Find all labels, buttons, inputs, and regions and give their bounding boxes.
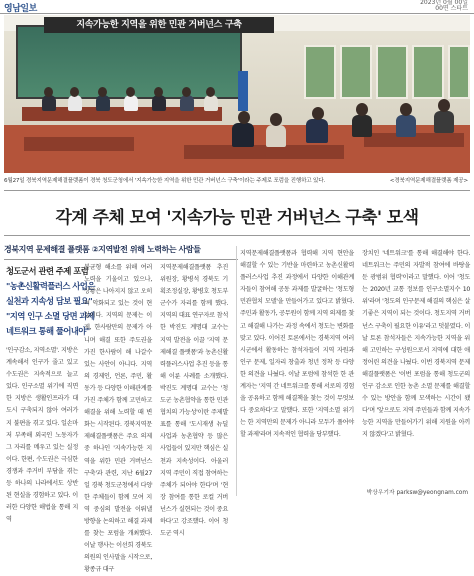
- audience-table: [24, 137, 134, 151]
- panelist-head: [154, 87, 163, 97]
- audience-member: [266, 125, 286, 147]
- dateline-date: 2023년 0월 00일: [420, 0, 468, 6]
- photo-window: [412, 45, 444, 99]
- audience-member: [306, 119, 328, 143]
- article-column: [362, 248, 470, 484]
- audience-table: [184, 145, 344, 159]
- panelist-head: [182, 87, 191, 97]
- audience-head: [400, 103, 412, 116]
- photo-window: [304, 45, 336, 99]
- divider: [4, 259, 238, 260]
- photo-caption-text: 6월27일 경북지역문제해결플랫폼이 경북 청도군청에서 '지속가능한 지역을 위한 민관 거버넌스 구축'이라는 주제로 포럼을 진행하고 있다.: [4, 178, 326, 184]
- panelist: [68, 95, 82, 111]
- divider: [4, 235, 470, 236]
- forum-photo: [4, 15, 470, 173]
- byline: 박상우기자 parksw@yeongnam.com: [366, 490, 468, 496]
- flag: [238, 71, 248, 111]
- panelist-head: [98, 87, 107, 97]
- audience-head: [238, 111, 250, 124]
- photo-window: [448, 45, 470, 99]
- panelist: [180, 95, 194, 111]
- audience-member: [434, 111, 454, 133]
- newspaper-brand: 영남일보: [4, 4, 37, 14]
- series-label: 경북지역 문제해결 플랫폼 ②지역발전 위해 노력하는 사람들: [4, 245, 201, 254]
- panelist: [96, 95, 110, 111]
- audience-head: [312, 107, 324, 120]
- masthead: [0, 0, 474, 14]
- subhead-line: "농촌신활력플러스 사업은: [6, 281, 95, 291]
- column-divider: [236, 246, 237, 496]
- dateline: [420, 0, 468, 12]
- article-text: '인구감소, 지역소멸'. 지방은 계속해서 인구가 줄고 있고 수도권은 지속적으로 늘고 있다. 인구소멸 위기에 직면한 지방은 생활인프라가 대도시 구축되지 않아 여러가지 불편을 겪고 있다. 일손마저 부족해 외국인 노동자가 그 자리를 메우고 있는 실정이다. 한편, 수도권은 극심한 경쟁과 주거비 부담을 겪는 등 하나의 나라에서도 상반된 현실을 경험하고 있다. 이러한 다양한 해법을 통해 지역: [6, 347, 78, 524]
- article-column: [84, 262, 152, 574]
- photo-credit: <경북지역문제해결플랫폼 제공>: [387, 176, 468, 184]
- article-column: [160, 262, 228, 538]
- article-column: [6, 345, 78, 524]
- audience-member: [232, 123, 254, 147]
- panelist: [42, 95, 56, 111]
- divider: [4, 190, 470, 191]
- series-bar: [4, 243, 238, 257]
- photo-window: [340, 45, 372, 99]
- article-text: 장치인 '네트워크'를 통해 해결해야 한다. 네트워크는 주민의 자발적 참여에 바탕을 둔 광범위 협력'이라고 말했다. 이어 '청도는 2020년 교통 정보를 인구소멸지수 10위'라며 '청도의 인구문제 해결의 핵심은 살기좋은 지역이 되는 것이다. 청도지역 거버넌스 구축이 필요한 이유'라고 덧붙였다. 이날 토론 참석자들은 지속가능한 지역을 위해 고민하는 구성원으로서 지역에 대한 애정어린 의견을 나눴다. 이번 경북지역 문제해결플랫폼은 '이번 포럼을 통해 청도군의 인구 감소로 인한 농촌 소멸 문제를 해결할 수 있는 방안을 함께 모색하는 시간이 됐다'며 '앞으로도 지역 주민들과 함께 지속가능한 지역을 만들어가기 위해 지원을 아끼지 않겠다'고 밝혔다.: [362, 250, 470, 439]
- article-text: 지역문제해결플랫폼 추진위원장, 황병석 경북도 기획조정실장, 황병호 청도부군수가 자리를 함께 했다. 지역의 대표 연구자로 참석한 박진도 계명대 교수는 지역 발전을 이끌 '지역 문제해결 플랫폼'과 농촌신활력플러스사업 추진 등을 통해 이룬 사례를 소개했다. 박진도 계명대 교수는 '청도군 농촌협약을 통한 민관협치의 가능성'이란 주제발표를 통해 '도시재생 뉴딜사업과 농촌협약 등 많은 사업들이 있지만 핵심은 실천과 지속성이다. 아울러 지역 주민이 직접 참여하는 주체가 되어야 한다'며 '현장 참여를 통한 로컬 거버넌스가 실현되는 것이 중요하다'고 강조했다. 이어 청도군 역시: [160, 264, 228, 538]
- subhead-line: "지역 인구 소멸 당면 과제: [6, 311, 95, 321]
- audience-head: [270, 113, 282, 126]
- audience-member: [396, 115, 416, 137]
- audience-member: [352, 115, 372, 137]
- panelist-head: [126, 87, 135, 97]
- dateline-section: 00면 스타트: [435, 5, 468, 12]
- panelist: [124, 95, 138, 111]
- audience-head: [356, 103, 368, 116]
- subhead-line: 네트워크 통해 풀어내야": [6, 326, 90, 336]
- panelist: [204, 95, 218, 111]
- panelist-head: [44, 87, 53, 97]
- screen-title: 지속가능한 지역을 위한 민관 거버넌스 구축: [44, 17, 274, 33]
- photo-caption: [4, 176, 470, 186]
- panelist-head: [70, 87, 79, 97]
- audience-head: [438, 99, 450, 112]
- headline: 각계 주체 모여 '지속가능 민관 거버넌스 구축' 모색: [55, 208, 419, 228]
- photo-window: [376, 45, 408, 99]
- panelist: [152, 95, 166, 111]
- article-column: [240, 248, 354, 496]
- article-text: 지역문제해결플랫폼과 협력해 지역 현안을 해결할 수 있는 기반을 마련하고 농촌신활력플러스사업 추진 과정에서 다양한 이해관계자들이 참여해 공동 과제를 발굴하는 '청도형 민관협치 모델'을 만들어가고 있다고 밝혔다. 주민과 활동가, 공무원이 함께 지역 의제를 찾고 해결해 나가는 과정 속에서 청도는 변화를 맞고 있다. 이어진 토론에서는 경북지역 여러 시군에서 활동하는 참석자들이 지역 자원과 인구 문제, 일자리 창출과 청년 정착 등 다양한 의견을 나눴다. 이날 포럼에 참석한 한 관계자는 '지역 간 네트워크를 통해 서로의 경험을 공유하고 함께 해결책을 찾는 것이 무엇보다 중요하다'고 말했다. 또한 '지역소멸 위기는 한 지역만의 문제가 아니라 모두가 풀어야 할 과제'라며 지속적인 협력을 당부했다.: [240, 250, 354, 439]
- subhead-line: 청도군서 관련 주제 포럼: [6, 266, 89, 276]
- panelist-head: [206, 87, 215, 97]
- subhead-line: 실천과 지속성 담보 필요": [6, 296, 93, 306]
- article-text: 불균형 해소를 위해 여러 노력을 기울이고 있으나, 상황은 나아지지 않고 오히려 악화되고 있는 것이 현실이다. 지역의 문제는 이제, 한사람만의 문제가 아니며 해결 또한 주도권을 가진 한사람이 해 나갈수 있는 사안이 아니다. 지역의 경제인, 언론, 주민, 활동가 등 다양한 이해관계를 가진 주체가 함께 고민하고 해결을 위해 노력할 때 변화는 시작된다. 경북지역문제해결플랫폼은 주요 의제 중 하나인 '지속가능한 지역을 위한 민관 거버넌스 구축'과 관련, 지난 6월27일 경북 청도군청에서 다양한 주체들이 함께 모여 지역 중심의 발전을 이뤄낼 방향을 논의하고 해결 과제를 찾는 포럼을 개최했다. 이날 행사는 이선희 경북도의원의 인사말을 시작으로, 황종규 대구: [84, 264, 152, 574]
